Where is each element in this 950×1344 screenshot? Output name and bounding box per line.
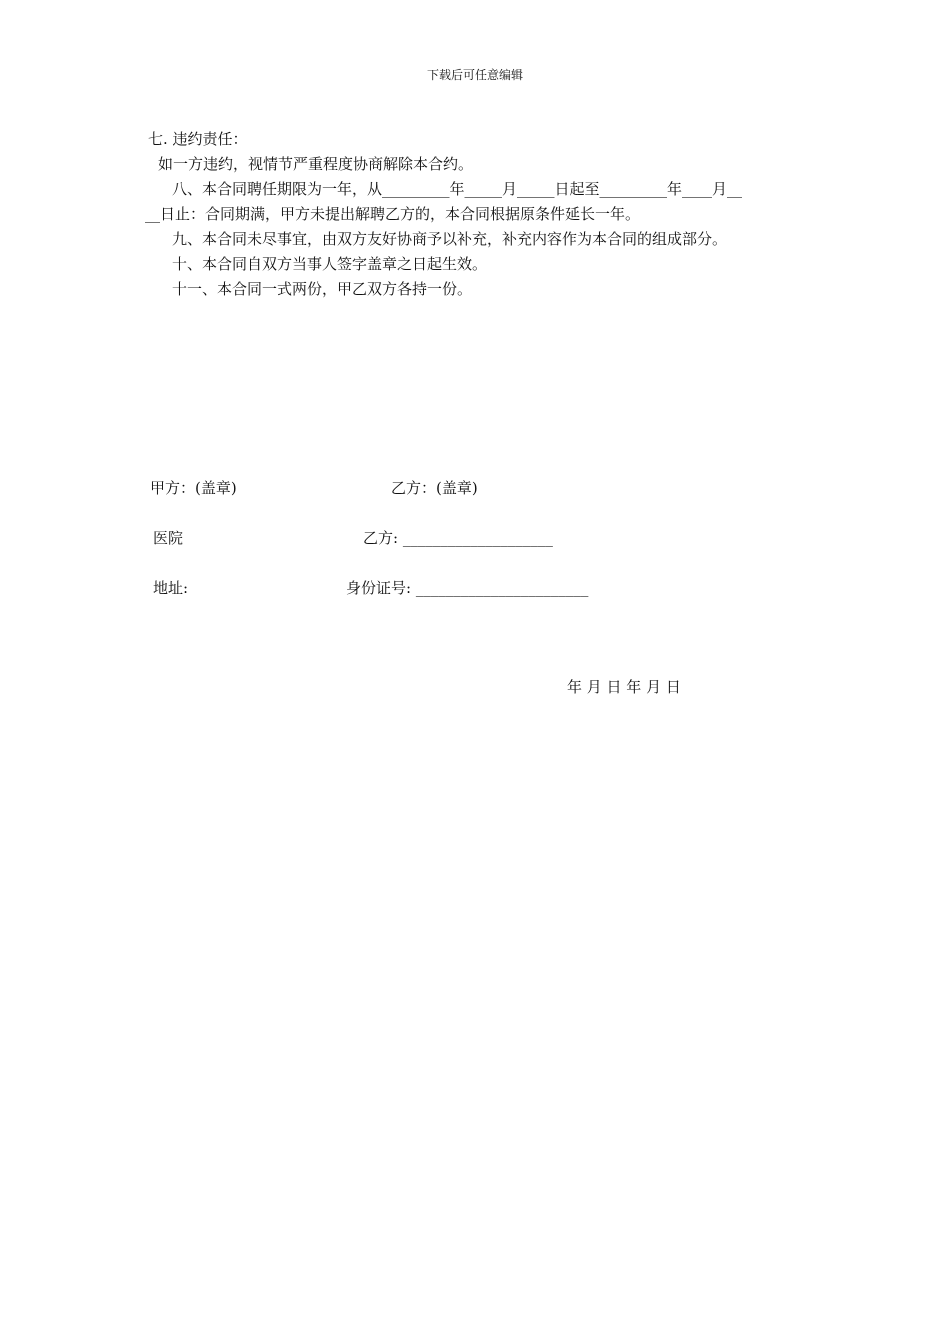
id-number-line: 身份证号: _______________________ — [346, 579, 589, 597]
page-header: 下载后可任意编辑 — [426, 68, 523, 82]
date-line: 年 月 日 年 月 日 — [567, 678, 681, 696]
clause-7-title: 七. 违约责任： — [148, 130, 248, 148]
party-b-signature-line: 乙方: ____________________ — [363, 529, 553, 547]
clause-10: 十、本合同自双方当事人签字盖章之日起生效。 — [172, 255, 488, 273]
hospital-label: 医院 — [153, 529, 184, 547]
clause-11: 十一、本合同一式两份，甲乙双方各持一份。 — [172, 280, 473, 298]
clause-7-body: 如一方违约，视情节严重程度协商解除本合约。 — [158, 155, 474, 173]
clause-8-line2: __日止：合同期满，甲方未提出解聘乙方的，本合同根据原条件延长一年。 — [145, 205, 641, 223]
party-b-label: 乙方：(盖章) — [391, 479, 478, 497]
address-label: 地址: — [153, 579, 189, 597]
clause-8-line1: 八、本合同聘任期限为一年，从_________年_____月_____日起至_________年____月__ — [172, 180, 743, 198]
party-a-label: 甲方：(盖章) — [150, 479, 237, 497]
clause-9: 九、本合同未尽事宜，由双方友好协商予以补充，补充内容作为本合同的组成部分。 — [172, 230, 728, 248]
